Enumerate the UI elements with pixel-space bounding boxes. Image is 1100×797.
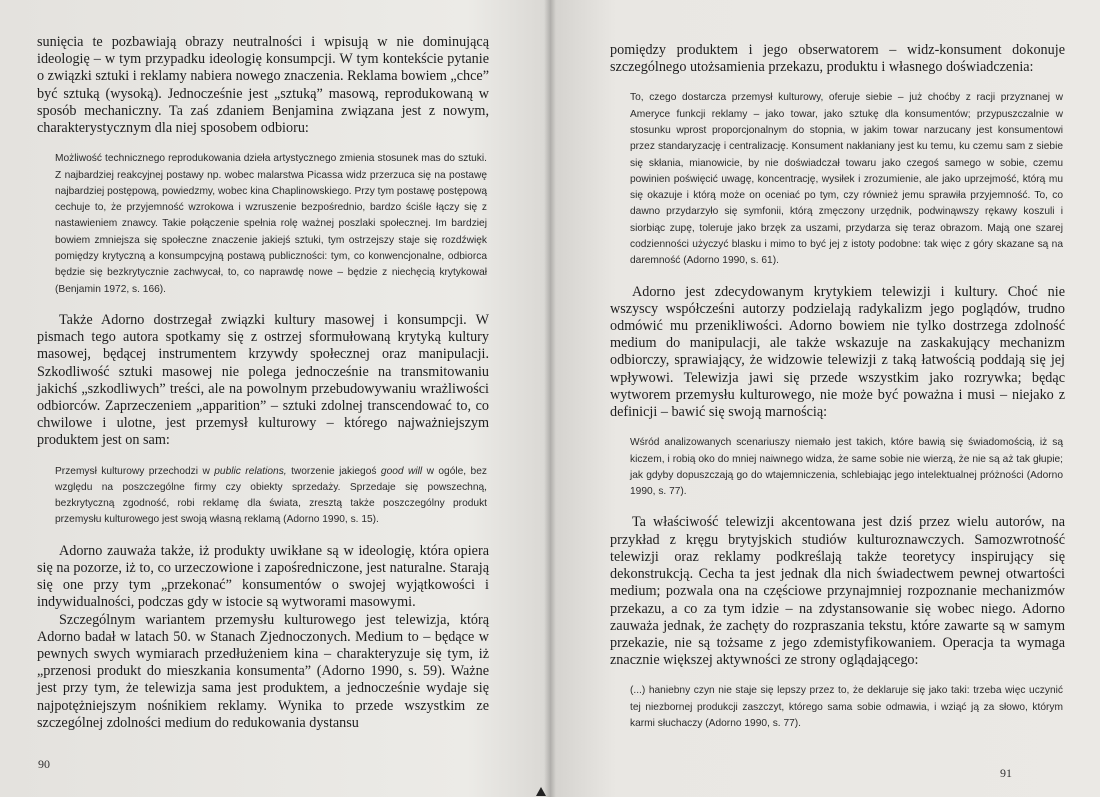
left-text-column [37, 34, 489, 732]
paragraph: Ta właściwość telewizji akcentowana jest dziś przez wielu autorów, na przykład z kręgu brytyjskich studiów kulturoznawczych. Samozwrotność telewizji oraz reklamy podkreślają także teoretycy inspirujący się dekonstrukcją. Cecha ta jest jednak dla nich świadectwem pewnej otwartości medium; pozwala ona na częściowe przynajmniej rozpoznanie mechanizmów przekazu, a co za tym idzie – na zdystansowanie się wobec niego. Adorno zauważa jednak, że zachęty do rozpraszania tekstu, które zawarte są w samym przekazie, nie są tożsame z jego zdemistyfikowaniem. Operacja ta wymaga znacznie większej aktywności ze strony oglądającego: [610, 514, 1065, 669]
quote-emphasis: public relations, [214, 465, 287, 477]
paragraph: Także Adorno dostrzegał związki kultury masowej i konsumpcji. W pismach tego autora spotkamy się z ostrzej sformułowaną krytyką kultury masowej, będącej instrumentem krzywdy społecznej oraz manipulacji. Szkodliwość sztuki masowej nie polega jednocześnie na transmitowaniu jakichś „szkodliwych” treści, ale na powolnym przebudowywaniu wrażliwości odbiorców. Zaprzeczeniem „apparition” – sztuki zdolnej transcendować to, co chwilowe i ulotne, jest przemysł kulturowy – którego najważniejszym produktem jest on sam: [37, 311, 489, 449]
block-quote: Możliwość technicznego reprodukowania dzieła artystycznego zmienia stosunek mas do sztuki. Z najbardziej reakcyjnej postawy np. wobec malarstwa Picassa widz przerzuca się na postawę najbardziej postępową, powiedzmy, wobec kina Chaplinowskiego. Przy tym postawę postępową cechuje to, że przyjemność wzrokowa i wzruszenie bezpośrednio, bardzo ściśle łączy się z nastawieniem znawcy. Takie połączenie spełnia rolę ważnej poszlaki społecznej. Im bardziej bowiem zmniejsza się społeczne znaczenie jakiejś sztuki, tym ostrzejszy staje się rozdźwięk pomiędzy krytyczną a konsumpcyjną postawą publiczności: tym, co konwencjonalne, odbiorca będzie się bezkrytycznie zachwycał, to, co naprawdę nowe – będzie z niechęcią krytykował (Benjamin 1972, s. 166). [55, 153, 487, 295]
right-text-column [610, 42, 1065, 746]
book-gutter [544, 0, 556, 797]
block-quote: (...) haniebny czyn nie staje się lepszy przez to, że deklaruje się jako taki: trzeba więc uczynić tej niezbornej produkcji zaszczyt, którego sama sobie odmawia, i wziąć ją za słowo, którym karmi słuchaczy (Adorno 1990, s. 77). [630, 685, 1063, 729]
quote-emphasis: good will [380, 465, 423, 477]
paragraph: Adorno jest zdecydowanym krytykiem telewizji i kultury. Choć nie wszyscy współcześni autorzy podzielają radykalizm jego poglądów, trudno odmówić mu przenikliwości. Adorno bowiem nie tylko dostrzega zdolność medium do manipulacji, ale także wskazuje na zaskakujący mechanizm odbiorczy, sprawiający, że widzowie telewizji z taką łatwością poddają się jej wpływowi. Telewizja jawi się przede wszystkim jako rozrywka; będąc wytworem przemysłu kulturowego, nie może być poważna i musi – niejako z definicji – bawić się swoją marnością: [610, 283, 1065, 421]
spine-marker [536, 787, 546, 796]
paragraph: Adorno zauważa także, iż produkty uwikłane są w ideologię, która opiera się na pozorze, iż to, co urzeczowione i zapośredniczone, jest naturalne. Starają się one przy tym „przekonać” konsumentów o swojej wyjątkowości i indywidualności, podczas gdy w istocie są wytworami masowymi. [37, 542, 489, 611]
block-quote: Wśród analizowanych scenariuszy niemało jest takich, które bawią się świadomością, iż są kiczem, i robią oko do mniej naiwnego widza, że same sobie nie wierzą, że nie są aż tak głupie; jak gdyby dopuszczają go do wtajemniczenia, schlebiając jego intelektualnej próżności (Adorno 1990, s. 77). [630, 437, 1063, 498]
quote-text: tworzenie jakiegoś [286, 465, 381, 477]
paragraph: sunięcia te pozbawiają obrazy neutralności i wpisują w nie dominującą ideologię – w tym przypadku ideologię konsumpcji. W tym kontekście pytanie o związki sztuki i reklamy nabiera nowego znaczenia. Reklama bowiem „chce” być sztuką (wysoką). Jednocześnie jest „sztuką” masową, reprodukowaną w sposób mechaniczny. Ta zaś zdaniem Benjamina związana jest z nowym, charakterystycznym dla niej sposobem odbioru: [37, 34, 489, 137]
page-number: 91 [1000, 766, 1012, 780]
paragraph: Szczególnym wariantem przemysłu kulturowego jest telewizja, którą Adorno badał w latach 50. w Stanach Zjednoczonych. Medium to – będące w pewnych swych wymiarach przedłużeniem kina – charakteryzuje się tym, iż „przenosi produkt do mieszkania konsumenta” (Adorno 1990, s. 59). Ważne jest przy tym, że telewizja sama jest produktem, a jednocześnie wydaje się najpotężniejszym nośnikiem reklamy. Wynika to przede wszystkim ze szczególnej zdolności medium do redukowania dystansu [37, 611, 489, 731]
quote-text: Przemysł kulturowy przechodzi w [55, 465, 215, 477]
right-page [550, 0, 1100, 797]
page-number: 90 [38, 757, 50, 771]
paragraph: pomiędzy produktem i jego obserwatorem – widz-konsument dokonuje szczególnego utożsamienia przekazu, produktu i własnego doświadczenia: [610, 42, 1065, 76]
block-quote: To, czego dostarcza przemysł kulturowy, oferuje siebie – już choćby z racji przyznanej w Ameryce funkcji reklamy – jako towar, jako sztukę dla konsumentów; przypuszczalnie w stosunku wprost proporcjonalnym do stopnia, w jakim towar narzucany jest konsumentowi przez standaryzację i centralizację. Konsument nakłaniany jest ku temu, ku czemu sam z siebie się skłania, mianowicie, by nie doświadczał towaru jako czegoś samego w sobie, czemu powinien poświęcić uwagę, koncentrację, wysiłek i zrozumienie, ale jako uprzejmość, którą mu się okazuje i którą może on oceniać po tym, czy również jemu sprawiła przyjemność. To, co dawno przydarzyło się symfonii, którą zmęczony urzędnik, podwinąwszy rękawy koszuli i siorbiąc zupę, toleruje jako brzęk za uszami, przydarza się teraz obrazom. Mają one szarej codzienności użyczyć blasku i mimo to być jej z istoty podobne: tak więc z góry skazane są na daremność (Adorno 1990, s. 61). [630, 92, 1063, 267]
block-quote [55, 464, 489, 529]
quote-text: w ogóle, bez względu na poszczególne firmy czy obiekty sprzedaży. Sprzedaje się powszechną, bezkrytyczną zgodność, robi reklamę dla świata, zresztą także poszczególny produkt przemysłu kulturowego jest swoją własną reklamą (Adorno 1990, s. 15). [55, 465, 487, 526]
